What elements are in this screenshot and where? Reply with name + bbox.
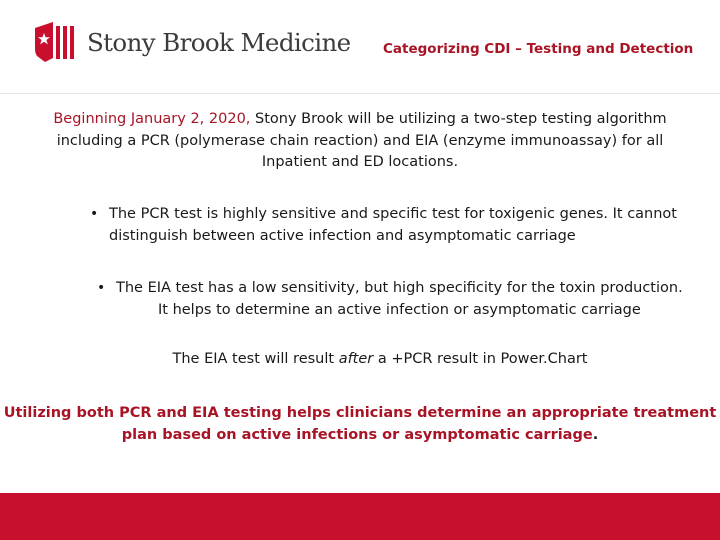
closing-text: Utilizing both PCR and EIA testing helps clinicians determine an appropriate treatment plan based on active infections or asymptomatic carriage (3, 405, 717, 443)
header-divider (0, 93, 720, 94)
closing-period: . (592, 426, 599, 443)
bullet-pcr (90, 204, 699, 247)
bullet-eia (97, 278, 696, 321)
bullet-pcr-text: The PCR test is highly sensitive and specific test for toxigenic genes. It cannot distinguish between active infection and asymptomatic carriage (109, 206, 677, 244)
logo-wordmark: Stony Brook Medicine (87, 27, 351, 57)
intro-paragraph (40, 109, 680, 174)
stony-brook-medicine-logo (33, 22, 351, 62)
closing-statement (0, 403, 720, 446)
bullet-eia-line1: The EIA test has a low sensitivity, but high specificity for the toxin production. (116, 280, 683, 296)
page-title: Categorizing CDI – Testing and Detection (383, 41, 694, 57)
shield-stripes-icon (33, 22, 79, 62)
eia-note-italic: after (338, 351, 374, 367)
intro-text: Stony Brook will be utilizing a two-step testing algorithm including a PCR (polymerase chain reaction) and EIA (enzyme immunoassay) for all Inpatient and ED locations. (56, 111, 667, 170)
eia-result-note (0, 351, 720, 367)
bullet-eia-line2: It helps to determine an active infection or asymptomatic carriage (158, 301, 641, 318)
footer-bar (0, 493, 720, 540)
bullet-dot: • (97, 280, 106, 296)
intro-date-highlight: Beginning January 2, 2020, (53, 111, 251, 127)
bullet-dot: • (90, 206, 99, 222)
eia-note-before: The EIA test will result (172, 351, 339, 367)
eia-note-after: a +PCR result in Power.Chart (373, 351, 588, 367)
